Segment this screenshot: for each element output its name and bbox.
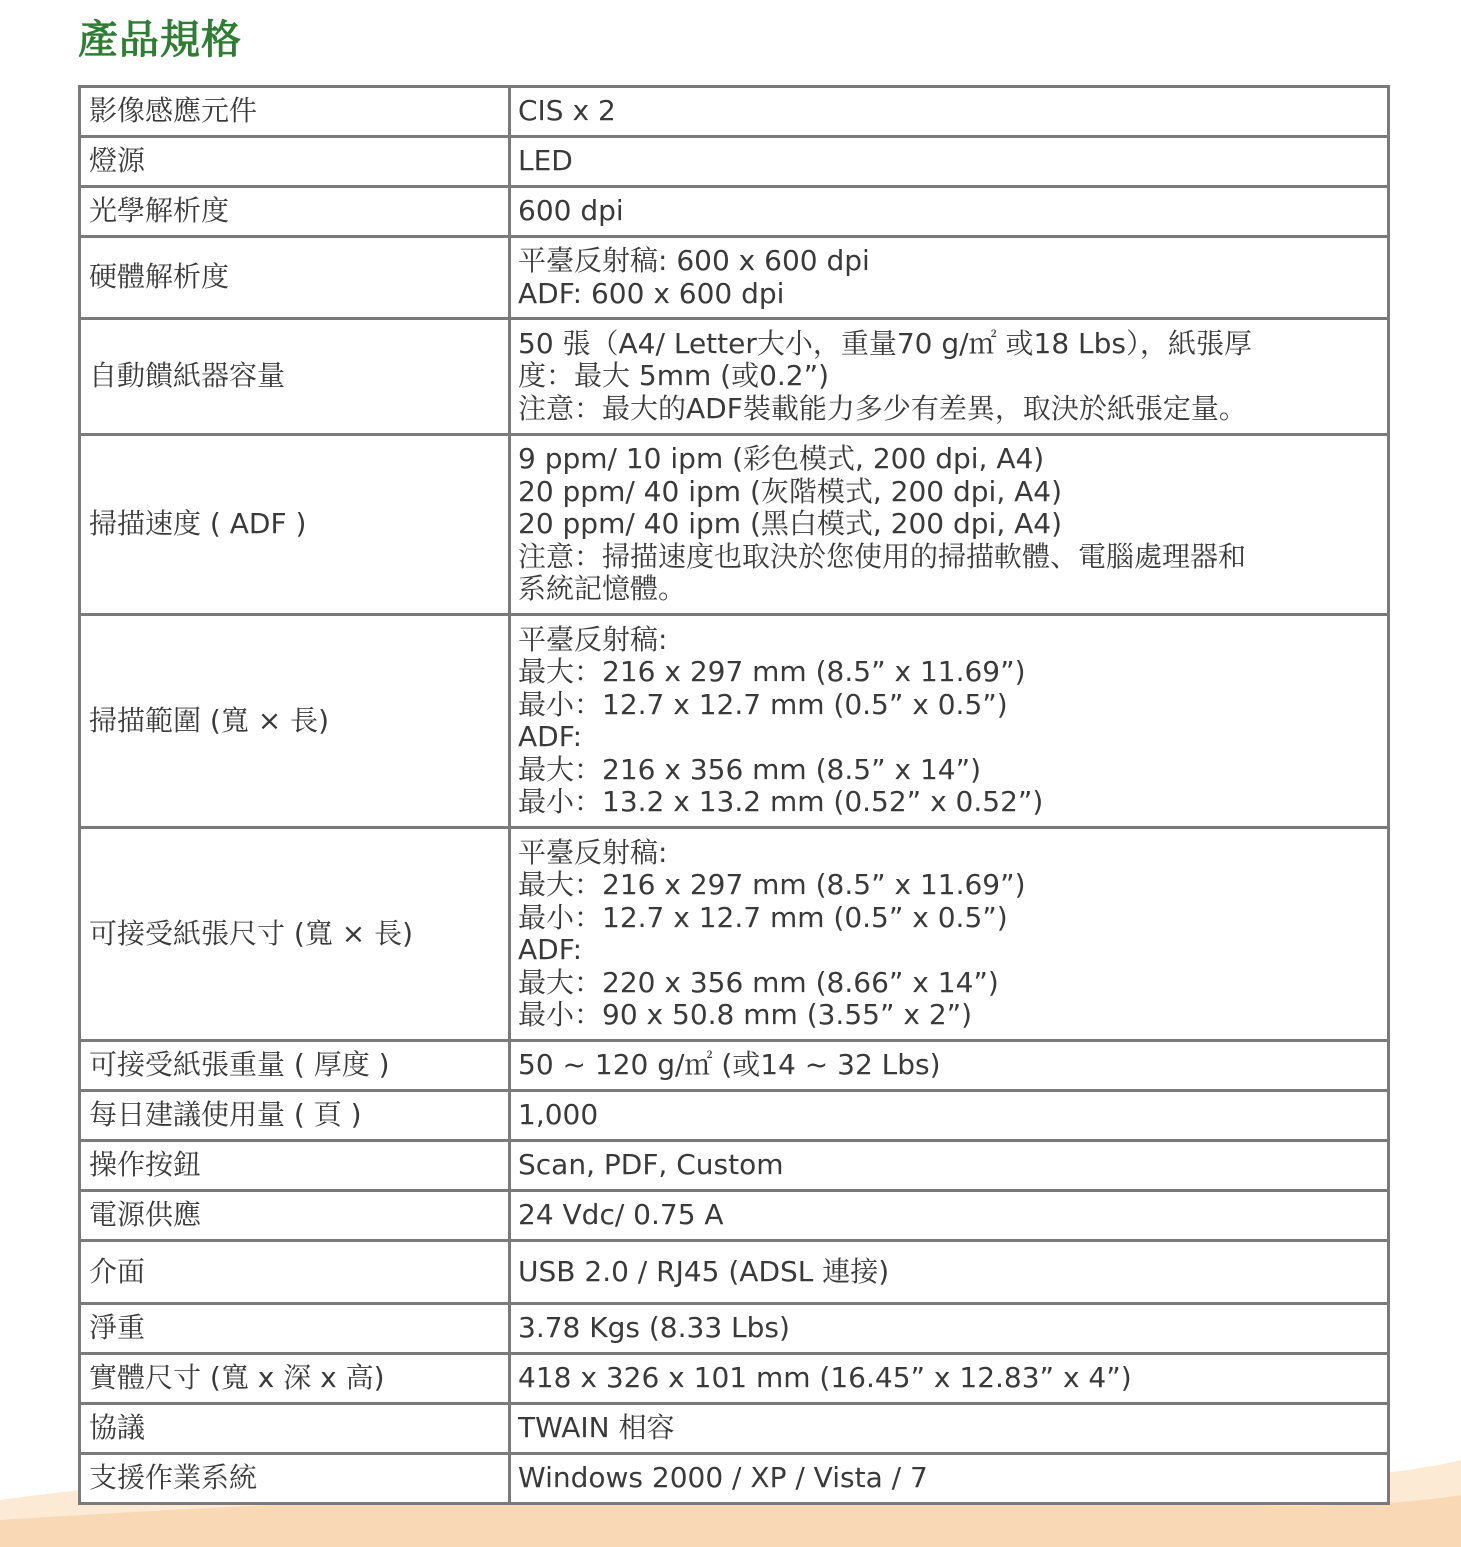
table-row	[80, 1304, 1389, 1354]
spec-value	[510, 828, 1389, 1041]
spec-label: 掃描範圍 (寬 × 長)	[80, 615, 510, 828]
spec-label: 操作按鈕	[80, 1141, 510, 1191]
spec-value-line: 50 ~ 120 g/㎡ (或14 ~ 32 Lbs)	[518, 1048, 941, 1082]
spec-table-body	[80, 87, 1389, 1504]
table-row	[80, 1454, 1389, 1504]
table-row	[80, 1091, 1389, 1141]
table-row	[80, 1354, 1389, 1404]
spec-value-line: ADF: 600 x 600 dpi	[518, 276, 785, 310]
spec-value-line: TWAIN 相容	[518, 1411, 675, 1445]
spec-value	[510, 1304, 1389, 1354]
spec-label: 光學解析度	[80, 187, 510, 237]
spec-label: 影像感應元件	[80, 87, 510, 137]
spec-table	[78, 85, 1390, 1505]
spec-value-line: 600 dpi	[518, 194, 624, 228]
spec-value-line: 最小：12.7 x 12.7 mm (0.5” x 0.5”)	[518, 900, 1008, 934]
spec-value-line: 1,000	[518, 1098, 599, 1132]
spec-value	[510, 435, 1389, 615]
spec-value-line: 24 Vdc/ 0.75 A	[518, 1198, 724, 1232]
spec-value-line: 最大：216 x 356 mm (8.5” x 14”)	[518, 752, 981, 786]
spec-value-line: Windows 2000 / XP / Vista / 7	[518, 1461, 928, 1495]
spec-value-line: 注意：最大的ADF裝載能力多少有差異，取決於紙張定量。	[518, 391, 1247, 425]
spec-value-line: 系統記憶體。	[518, 572, 687, 606]
spec-value-line: 平臺反射稿: 600 x 600 dpi	[518, 244, 870, 277]
spec-label: 電源供應	[80, 1191, 510, 1241]
spec-label: 自動饋紙器容量	[80, 319, 510, 435]
table-row	[80, 237, 1389, 319]
table-row	[80, 1141, 1389, 1191]
spec-value-line: 平臺反射稿:	[518, 835, 668, 869]
spec-value-line: ADF:	[518, 720, 583, 753]
spec-value	[510, 237, 1389, 319]
spec-label: 介面	[80, 1241, 510, 1304]
spec-value-line: 50 張（A4/ Letter大小，重量70 g/㎡ 或18 Lbs），紙張厚	[518, 326, 1252, 360]
spec-value-line: 20 ppm/ 40 ipm (黑白模式, 200 dpi, A4)	[518, 507, 1063, 541]
spec-label: 掃描速度 ( ADF )	[80, 435, 510, 615]
spec-value	[510, 187, 1389, 237]
table-row	[80, 1041, 1389, 1091]
spec-value	[510, 87, 1389, 137]
spec-value	[510, 1404, 1389, 1454]
spec-value-line: 平臺反射稿:	[518, 622, 668, 656]
spec-value-line: 3.78 Kgs (8.33 Lbs)	[518, 1311, 790, 1345]
spec-value-line: 9 ppm/ 10 ipm (彩色模式, 200 dpi, A4)	[518, 442, 1045, 476]
spec-label: 可接受紙張尺寸 (寬 × 長)	[80, 828, 510, 1041]
spec-value-line: 最小：90 x 50.8 mm (3.55” x 2”)	[518, 998, 973, 1031]
spec-value	[510, 1041, 1389, 1091]
table-row	[80, 1191, 1389, 1241]
spec-value	[510, 1241, 1389, 1304]
spec-label: 硬體解析度	[80, 237, 510, 319]
table-row	[80, 615, 1389, 828]
spec-value	[510, 1354, 1389, 1404]
table-row	[80, 187, 1389, 237]
table-row	[80, 137, 1389, 187]
spec-value-line: 20 ppm/ 40 ipm (灰階模式, 200 dpi, A4)	[518, 474, 1063, 508]
spec-value	[510, 1454, 1389, 1504]
spec-value-line: Scan, PDF, Custom	[518, 1148, 784, 1182]
spec-value-line: LED	[518, 144, 573, 178]
spec-value-line: 度：最大 5mm (或0.2”)	[518, 359, 830, 393]
spec-value	[510, 319, 1389, 435]
spec-value-line: 418 x 326 x 101 mm (16.45” x 12.83” x 4”)	[518, 1361, 1132, 1395]
spec-value-line: ADF:	[518, 933, 583, 966]
spec-value	[510, 1141, 1389, 1191]
spec-value-line: USB 2.0 / RJ45 (ADSL 連接)	[518, 1254, 890, 1288]
table-row	[80, 87, 1389, 137]
table-row	[80, 1404, 1389, 1454]
spec-value-line: 注意：掃描速度也取決於您使用的掃描軟體、電腦處理器和	[518, 539, 1247, 573]
spec-value-line: 最大：216 x 297 mm (8.5” x 11.69”)	[518, 655, 1026, 688]
spec-value	[510, 1191, 1389, 1241]
spec-label: 實體尺寸 (寬 x 深 x 高)	[80, 1354, 510, 1404]
spec-value-line: 最大：220 x 356 mm (8.66” x 14”)	[518, 965, 999, 999]
spec-value	[510, 137, 1389, 187]
spec-value-line: 最小：13.2 x 13.2 mm (0.52” x 0.52”)	[518, 785, 1044, 818]
spec-label: 燈源	[80, 137, 510, 187]
page-title: 產品規格	[78, 17, 242, 63]
spec-label: 支援作業系統	[80, 1454, 510, 1504]
spec-value	[510, 615, 1389, 828]
table-row	[80, 1241, 1389, 1304]
table-row	[80, 435, 1389, 615]
spec-label: 淨重	[80, 1304, 510, 1354]
spec-label: 可接受紙張重量 ( 厚度 )	[80, 1041, 510, 1091]
spec-value-line: 最小：12.7 x 12.7 mm (0.5” x 0.5”)	[518, 687, 1008, 721]
spec-value-line: 最大：216 x 297 mm (8.5” x 11.69”)	[518, 868, 1026, 901]
spec-value-line: CIS x 2	[518, 94, 616, 128]
table-row	[80, 319, 1389, 435]
spec-label: 每日建議使用量 ( 頁 )	[80, 1091, 510, 1141]
spec-label: 協議	[80, 1404, 510, 1454]
table-row	[80, 828, 1389, 1041]
spec-value	[510, 1091, 1389, 1141]
